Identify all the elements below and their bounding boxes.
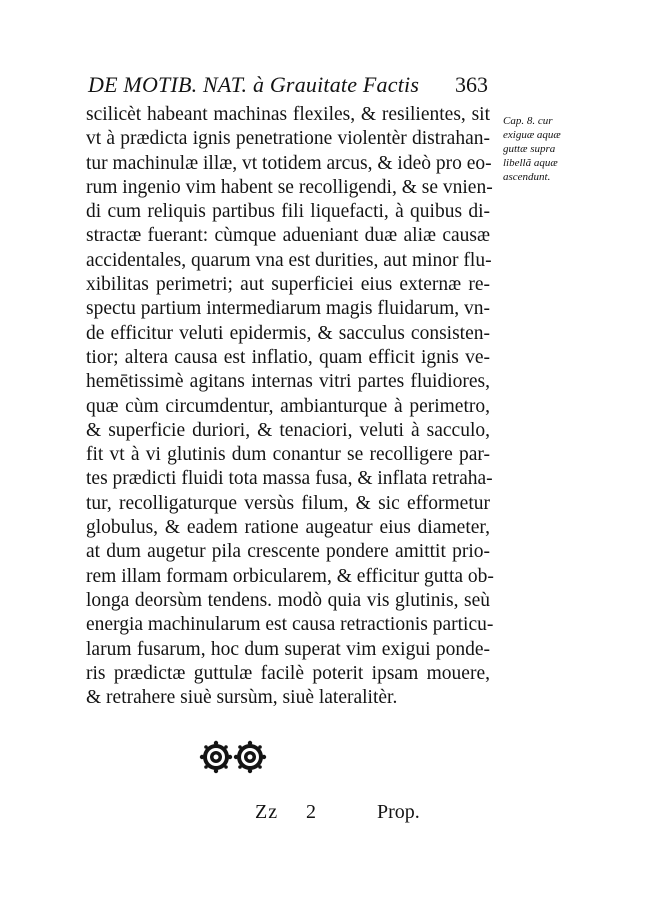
text-line: tur machinulæ illæ, vt totidem arcus, & ideò pro eo- <box>86 152 492 174</box>
fleuron-ornament-icon <box>198 739 270 775</box>
text-line: tior; altera causa est inflatio, quam efficit ignis ve- <box>86 346 490 368</box>
text-line: tur, recolligaturque versùs filum, & sic efformetur <box>86 492 490 514</box>
marginal-note <box>503 114 575 184</box>
text-line: de efficitur veluti epidermis, & sacculus consisten- <box>86 322 490 344</box>
marginal-note-line: guttæ supra <box>503 143 556 155</box>
text-line: larum fusarum, hoc dum superat vim exigui ponde- <box>86 638 490 660</box>
marginal-note-line: Cap. 8. cur <box>503 115 553 127</box>
text-line: quæ cùm circumdentur, ambianturque à perimetro, <box>86 395 490 417</box>
running-title: DE MOTIB. NAT. à Grauitate Factis <box>88 72 420 97</box>
text-line: fit vt à vi glutinis dum conantur se recolligere par- <box>86 444 490 466</box>
text-line: xibilitas perimetri; aut superficiei eius externæ re- <box>86 274 490 296</box>
marginal-note-line: exiguæ aquæ <box>503 129 561 141</box>
text-line: tes prædicti fluidi tota massa fusa, & inflata retraha- <box>86 468 493 490</box>
text-line: & retrahere siuè sursùm, siuè lateralitèr. <box>86 687 398 709</box>
running-header <box>88 72 488 98</box>
catchword: Prop. <box>377 801 420 823</box>
text-line: vt à prædicta ignis penetratione violentèr distrahan- <box>86 128 490 150</box>
text-line: stractæ fuerant: cùmque adueniant duæ aliæ causæ <box>86 225 490 247</box>
signature-number: 2 <box>306 801 316 823</box>
text-line: & superficie duriori, & tenaciori, veluti à sacculo, <box>86 419 490 441</box>
text-line: rum ingenio vim habent se recolligendi, & se vnien- <box>86 176 493 198</box>
text-line: rem illam formam orbicularem, & efficitur gutta ob- <box>86 565 494 587</box>
text-line: longa deorsùm tendens. modò quia vis glutinis, seù <box>86 589 490 611</box>
text-line: energia machinularum est causa retractionis particu- <box>86 614 494 636</box>
text-line: scilicèt habeant machinas flexiles, & resilientes, sit <box>86 104 490 125</box>
text-line: di cum reliquis partibus fili liquefacti, à quibus di- <box>86 201 490 223</box>
text-line: hemētissimè agitans internas vitri partes fluidiores, <box>86 371 490 393</box>
text-line: spectu partium intermediarum magis fluidarum, vn- <box>86 298 490 320</box>
signature-mark: Zz <box>255 801 279 823</box>
marginal-note-line: ascendunt. <box>503 171 551 183</box>
text-line: accidentales, quarum vna est durities, aut minor flu- <box>86 249 492 271</box>
text-line: ris prædictæ guttulæ facilè poterit ipsam mouere, <box>86 662 490 684</box>
main-text-block <box>86 103 494 710</box>
marginal-note-line: libellã aquæ <box>503 157 558 169</box>
text-line: at dum augetur pila crescente pondere amittit prio- <box>86 541 490 563</box>
text-line: globulus, & eadem ratione augeatur eius diameter, <box>86 517 490 539</box>
page-number: 363 <box>455 72 488 97</box>
